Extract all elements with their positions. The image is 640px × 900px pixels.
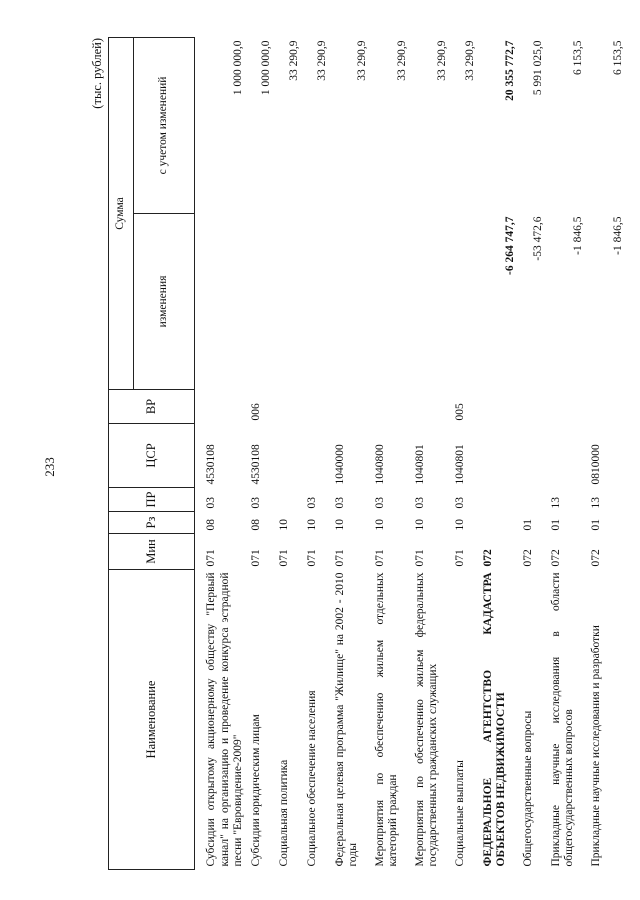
cell-total: 33 290,9 bbox=[356, 40, 369, 81]
cell-total: 33 290,9 bbox=[288, 40, 301, 81]
page-number: 233 bbox=[42, 457, 57, 477]
cell-pr: 03 bbox=[373, 497, 386, 509]
table-body bbox=[195, 37, 628, 869]
cell-vr bbox=[332, 390, 372, 424]
cell-name: Мероприятия по обеспечению жильем отдельных категорий граждан bbox=[373, 572, 400, 867]
cell-vr bbox=[548, 390, 588, 424]
table-row bbox=[520, 37, 548, 869]
cell-csr bbox=[480, 424, 520, 488]
cell-total: 33 290,9 bbox=[436, 40, 449, 81]
cell-change bbox=[276, 214, 304, 390]
cell-pr: 13 bbox=[549, 497, 562, 509]
cell-total: 33 290,9 bbox=[464, 40, 477, 81]
table-row bbox=[588, 37, 628, 869]
cell-pr bbox=[480, 488, 520, 512]
cell-csr bbox=[304, 424, 332, 488]
table-row bbox=[452, 37, 480, 869]
table-row bbox=[276, 37, 304, 869]
cell-change: -53 472,6 bbox=[532, 216, 545, 261]
cell-total: 20 355 772,7 bbox=[504, 40, 517, 101]
cell-change bbox=[452, 214, 480, 390]
budget-table bbox=[108, 37, 628, 870]
cell-rz bbox=[480, 512, 520, 534]
table-row bbox=[304, 37, 332, 869]
cell-change: -1 846,5 bbox=[572, 216, 585, 255]
cell-min: 072 bbox=[549, 549, 562, 567]
cell-vr: 005 bbox=[453, 403, 466, 421]
cell-csr bbox=[520, 424, 548, 488]
cell-min: 071 bbox=[305, 549, 318, 567]
cell-total: 6 153,5 bbox=[572, 40, 585, 75]
cell-name: Социальное обеспечение населения bbox=[305, 690, 318, 867]
cell-min: 071 bbox=[333, 549, 346, 567]
table-row bbox=[372, 37, 412, 869]
cell-min: 071 bbox=[205, 549, 217, 567]
cell-vr bbox=[203, 390, 248, 424]
cell-change bbox=[248, 214, 276, 390]
cell-vr bbox=[276, 390, 304, 424]
cell-rz: 10 bbox=[333, 519, 346, 531]
cell-change bbox=[332, 214, 372, 390]
cell-min: 071 bbox=[453, 549, 466, 567]
table-row bbox=[548, 37, 588, 869]
cell-csr bbox=[276, 424, 304, 488]
cell-min: 072 bbox=[481, 549, 494, 567]
cell-pr: 03 bbox=[205, 497, 217, 509]
cell-change bbox=[304, 214, 332, 390]
cell-rz: 01 bbox=[521, 519, 534, 531]
cell-csr: 1040801 bbox=[413, 444, 426, 485]
table-row bbox=[412, 37, 452, 869]
cell-rz: 10 bbox=[373, 519, 386, 531]
cell-pr: 03 bbox=[305, 497, 318, 509]
cell-csr: 4530108 bbox=[249, 444, 262, 485]
cell-vr bbox=[480, 390, 520, 424]
cell-vr bbox=[304, 390, 332, 424]
cell-name: Субсидии юридическим лицам bbox=[249, 714, 262, 867]
cell-change: -6 264 747,7 bbox=[504, 216, 517, 275]
cell-vr bbox=[412, 390, 452, 424]
cell-csr: 1040800 bbox=[373, 444, 386, 485]
header-changes: изменения bbox=[134, 214, 195, 390]
header-min: Мин bbox=[109, 534, 195, 570]
cell-rz: 10 bbox=[277, 519, 290, 531]
header-rz: Рз bbox=[109, 512, 195, 534]
cell-rz: 10 bbox=[413, 519, 426, 531]
cell-name: Прикладные научные исследования в области общегосударственных вопросов bbox=[549, 572, 576, 867]
cell-vr: 006 bbox=[249, 403, 262, 421]
cell-pr bbox=[276, 488, 304, 512]
cell-csr: 0810000 bbox=[589, 444, 602, 485]
cell-rz: 08 bbox=[249, 519, 262, 531]
cell-csr: 1040000 bbox=[333, 444, 346, 485]
cell-name: Субсидии открытому акционерному обществу "Первый канал" на организацию и проведение конкурса эстрадной песни "Евровидение-2009" bbox=[205, 572, 245, 867]
cell-csr: 1040801 bbox=[453, 444, 466, 485]
cell-change: -1 846,5 bbox=[612, 216, 625, 255]
cell-rz: 01 bbox=[549, 519, 562, 531]
cell-vr bbox=[520, 390, 548, 424]
cell-pr: 03 bbox=[249, 497, 262, 509]
header-sum: Сумма bbox=[109, 37, 134, 389]
cell-name: Федеральная целевая программа "Жилище" на 2002 - 2010 годы bbox=[333, 572, 360, 867]
cell-name: Мероприятия по обеспечению жильем федеральных государственных гражданских служащих bbox=[413, 572, 440, 867]
cell-name: Общегосударственные вопросы bbox=[521, 710, 534, 867]
table-row bbox=[203, 37, 248, 869]
cell-min: 071 bbox=[249, 549, 262, 567]
cell-total: 33 290,9 bbox=[316, 40, 329, 81]
cell-rz: 10 bbox=[305, 519, 318, 531]
cell-rz: 10 bbox=[453, 519, 466, 531]
cell-csr bbox=[548, 424, 588, 488]
cell-min: 072 bbox=[589, 549, 602, 567]
cell-name: ФЕДЕРАЛЬНОЕ АГЕНТСТВО КАДАСТРА ОБЪЕКТОВ НЕДВИЖИМОСТИ bbox=[481, 572, 508, 867]
cell-min: 071 bbox=[373, 549, 386, 567]
cell-csr: 4530108 bbox=[205, 444, 217, 485]
cell-total: 5 991 025,0 bbox=[532, 40, 545, 96]
rotated-page-content bbox=[90, 30, 625, 870]
cell-vr bbox=[372, 390, 412, 424]
cell-pr: 03 bbox=[453, 497, 466, 509]
cell-name: Социальная политика bbox=[277, 759, 290, 867]
cell-change bbox=[203, 214, 248, 390]
header-vr: ВР bbox=[109, 390, 195, 424]
cell-pr bbox=[520, 488, 548, 512]
cell-total: 1 000 000,0 bbox=[260, 40, 273, 96]
header-csr: ЦСР bbox=[109, 424, 195, 488]
units-caption: (тыс. рублей) bbox=[90, 38, 104, 109]
header-with-changes: с учетом изменений bbox=[134, 37, 195, 213]
table-row bbox=[248, 37, 276, 869]
cell-name: Прикладные научные исследования и разработки bbox=[589, 625, 602, 867]
cell-pr: 13 bbox=[589, 497, 602, 509]
cell-rz: 08 bbox=[205, 519, 217, 531]
cell-vr bbox=[588, 390, 628, 424]
cell-change bbox=[412, 214, 452, 390]
cell-total: 1 000 000,0 bbox=[232, 40, 245, 96]
cell-pr: 03 bbox=[333, 497, 346, 509]
cell-total: 33 290,9 bbox=[396, 40, 409, 81]
cell-rz: 01 bbox=[589, 519, 602, 531]
header-pr: ПР bbox=[109, 488, 195, 512]
cell-change bbox=[372, 214, 412, 390]
cell-min: 072 bbox=[521, 549, 534, 567]
header-name: Наименование bbox=[109, 570, 195, 870]
cell-total: 6 153,5 bbox=[612, 40, 625, 75]
cell-min: 071 bbox=[277, 549, 290, 567]
table-row bbox=[332, 37, 372, 869]
cell-pr: 03 bbox=[413, 497, 426, 509]
cell-min: 071 bbox=[413, 549, 426, 567]
table-row bbox=[480, 37, 520, 869]
cell-name: Социальные выплаты bbox=[453, 760, 466, 867]
